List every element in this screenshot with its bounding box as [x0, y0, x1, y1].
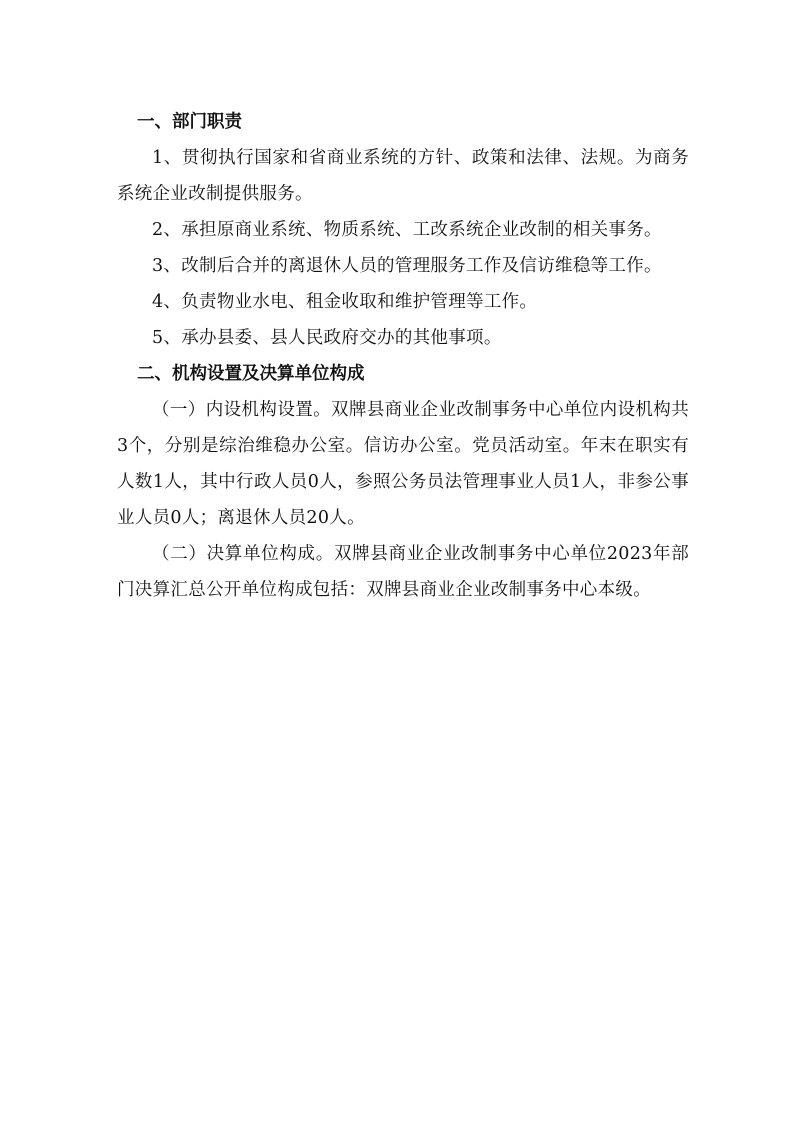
document-body [117, 104, 689, 608]
duty-item-1: 1、贯彻执行国家和省商业系统的方针、政策和法律、法规。为商务系统企业改制提供服务。 [117, 148, 689, 204]
paragraph-internal-structure: （一）内设机构设置。双牌县商业企业改制事务中心单位内设机构共3个，分别是综治维稳办公室。信访办公室。党员活动室。年末在职实有人数1人，其中行政人员0人，参照公务员法管理事业人员1人，非参公事业人员0人；离退休人员20人。 [117, 400, 689, 528]
duty-item-4: 4、负责物业水电、租金收取和维护管理等工作。 [152, 292, 538, 312]
section-heading-organization: 二、机构设置及决算单位构成 [137, 364, 365, 384]
section-heading-department-duties: 一、部门职责 [137, 112, 242, 132]
duty-item-5: 5、承办县委、县人民政府交办的其他事项。 [152, 328, 502, 348]
duty-item-2: 2、承担原商业系统、物质系统、工改系统企业改制的相关事务。 [152, 220, 662, 240]
paragraph-unit-composition: （二）决算单位构成。双牌县商业企业改制事务中心单位2023年部门决算汇总公开单位构成包括：双牌县商业企业改制事务中心本级。 [117, 544, 689, 600]
duty-item-3: 3、改制后合并的离退休人员的管理服务工作及信访维稳等工作。 [152, 256, 662, 276]
